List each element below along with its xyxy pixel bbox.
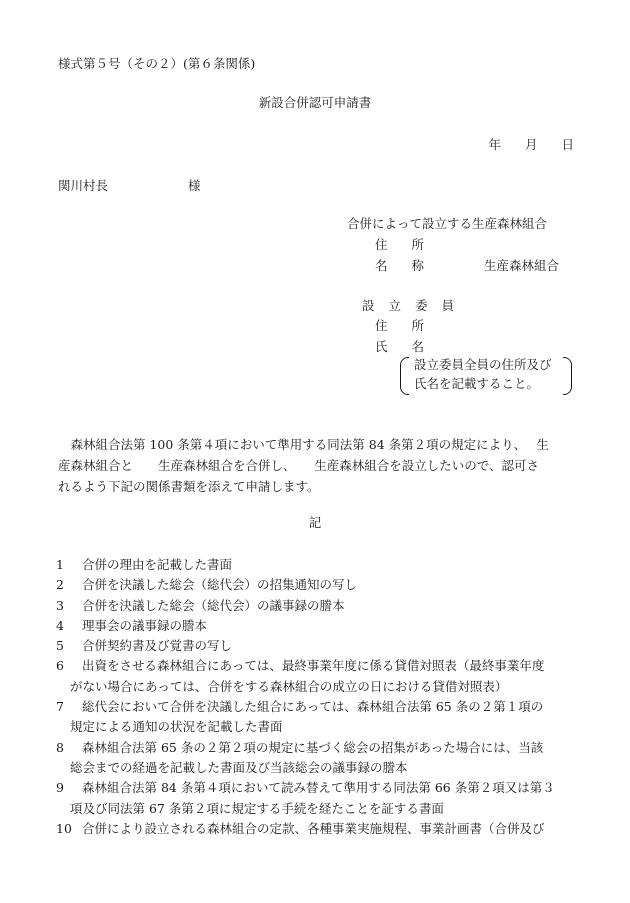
item-text: 合併を決議した総会（総代会）の議事録の謄本 (82, 597, 345, 613)
item-number: 6 (56, 658, 64, 674)
date-day-label: 日 (561, 137, 574, 152)
ki-heading: 記 (308, 515, 322, 530)
list-item (56, 616, 586, 636)
committee-heading: 設 立 委 員 (362, 298, 455, 313)
item-text: 合併を決議した総会（総代会）の招集通知の写し (82, 577, 358, 593)
note-right-bracket (563, 357, 572, 395)
addressee-name: 関川村長 (58, 178, 109, 193)
date-month-label: 月 (524, 137, 538, 152)
list-item (56, 738, 586, 779)
item-number: 3 (56, 597, 64, 613)
list-item (56, 636, 586, 656)
body-line-2: 産森林組合と 生産森林組合を合併し、 生産森林組合を設立したいので、認可さ (58, 458, 540, 473)
list-item (56, 656, 586, 697)
item-text: 合併の理由を記載した書面 (82, 557, 233, 572)
addressee (58, 176, 201, 196)
item-text: 合併により設立される森林組合の定款、各種事業実施規程、事業計画書（合併及び (82, 820, 545, 836)
applicant-address-label: 住 所 (375, 237, 425, 252)
item-number: 1 (56, 557, 64, 572)
item-number: 7 (56, 699, 64, 715)
committee-address-label: 住 所 (375, 318, 425, 333)
item-text: 森林組合法第 65 条の２第２項の規定に基づく総会の招集があった場合には、当該 (82, 739, 544, 755)
applicant-name-label: 名 称 (375, 258, 425, 273)
attachment-list (56, 555, 586, 839)
applicant-name-value: 生産森林組合 (484, 258, 560, 273)
item-number: 4 (56, 617, 64, 633)
list-item (56, 778, 586, 819)
item-text-continued: がない場合にあっては、合併をする森林組合の成立の日における貸借対照表） (70, 678, 508, 694)
date-year-label: 年 (488, 137, 501, 152)
form-number: 様式第５号（その２）(第６条関係) (58, 56, 256, 71)
committee-note (400, 356, 572, 394)
item-number: 2 (56, 577, 64, 593)
list-item (56, 697, 586, 738)
applicant-heading: 合併によって設立する生産森林組合 (347, 216, 548, 231)
committee-name-label: 氏 名 (375, 339, 425, 354)
list-item (56, 575, 586, 595)
note-left-bracket (400, 357, 409, 395)
item-text: 出資をさせる森林組合にあっては、最終事業年度に係る貸借対照表（最終事業年度 (82, 658, 545, 674)
item-number: 5 (56, 638, 64, 654)
date-line (488, 135, 574, 155)
body-paragraph (58, 434, 549, 497)
item-number: 10 (56, 820, 72, 836)
item-text: 総代会において合併を決議した組合にあっては、森林組合法第 65 条の２第１項の (82, 699, 544, 715)
note-line-1: 設立委員全員の住所及び (414, 357, 552, 372)
addressee-honorific: 様 (188, 178, 201, 193)
document-title: 新設合併認可申請書 (258, 95, 372, 110)
item-number: 8 (56, 739, 64, 755)
body-line-1: 森林組合法第 100 条第４項において準用する同法第 84 条第２項の規定により、 生 (58, 437, 549, 452)
list-item (56, 596, 586, 616)
item-text: 合併契約書及び覚書の写し (82, 638, 233, 654)
list-item (56, 555, 586, 575)
body-line-3: れるよう下記の関係書類を添えて申請します。 (58, 479, 320, 494)
item-text: 理事会の議事録の謄本 (82, 617, 208, 633)
item-text-continued: 総会までの経過を記載した書面及び当該総会の議事録の謄本 (70, 759, 408, 775)
item-text-continued: 項及び同法第 67 条第２項に規定する手続を経たことを証する書面 (70, 800, 444, 816)
item-text: 森林組合法第 84 条第４項において読み替えて準用する同法第 66 条第２項又は第３ (82, 780, 555, 796)
item-text-continued: 規定による通知の状況を記載した書面 (70, 719, 283, 735)
item-number: 9 (56, 780, 64, 796)
list-item (56, 819, 586, 839)
note-line-2: 氏名を記載すること。 (414, 376, 540, 391)
